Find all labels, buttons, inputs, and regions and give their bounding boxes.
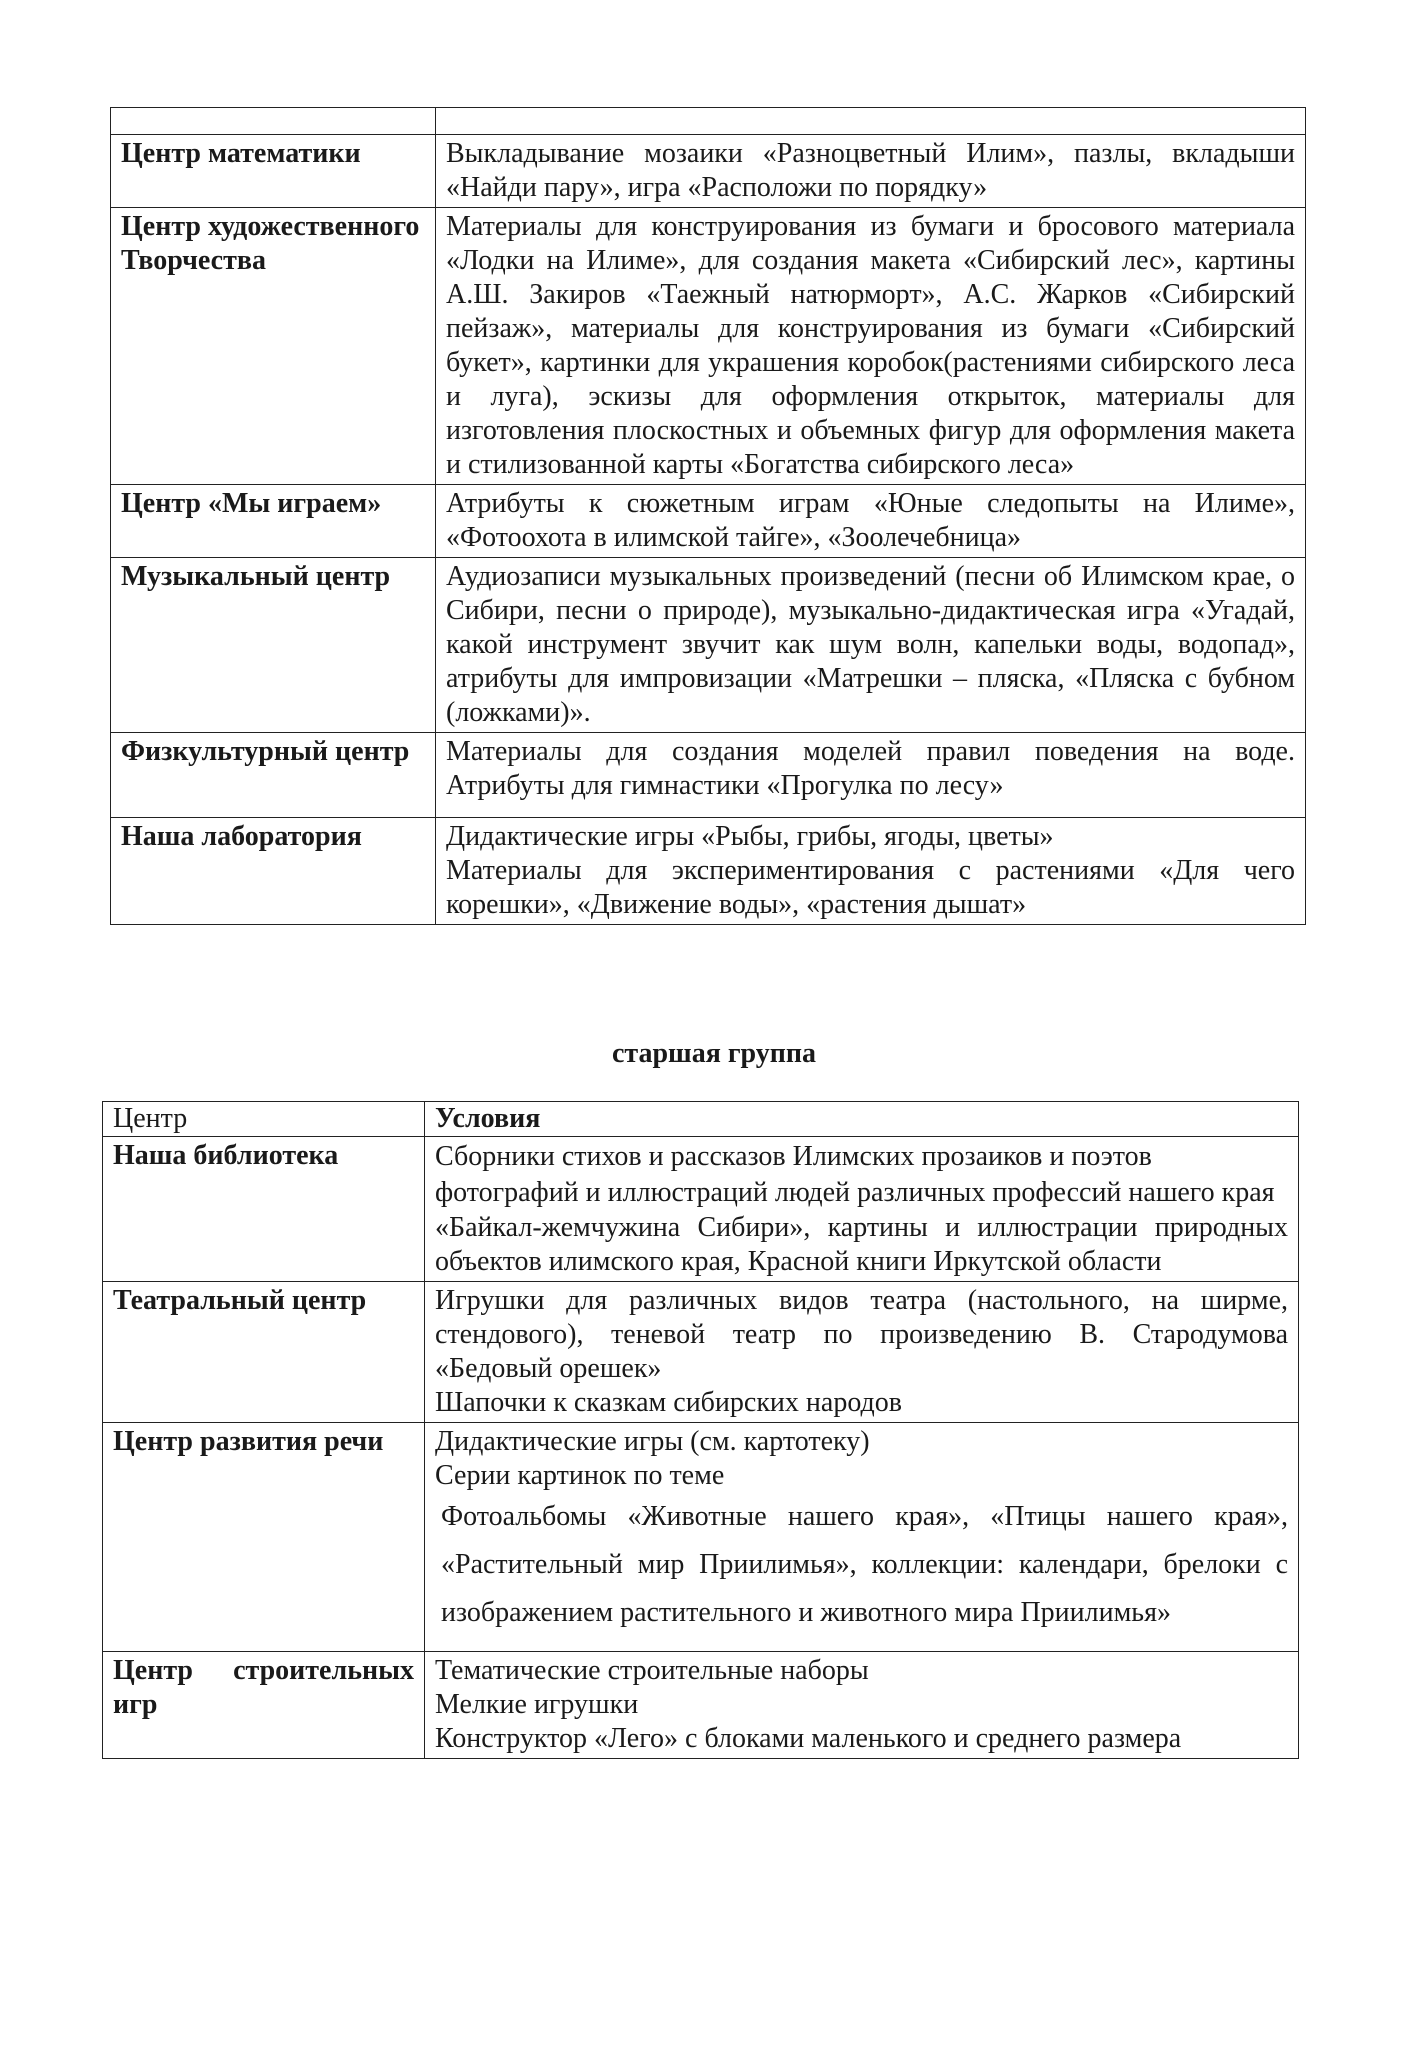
center-conditions [425, 1423, 1299, 1652]
center-name: Физкультурный центр [111, 733, 436, 818]
table-row [103, 1652, 1299, 1759]
table-row [111, 818, 1306, 925]
center-name: Центр развития речи [103, 1423, 425, 1652]
column-header-conditions: Условия [425, 1102, 1299, 1137]
table-row [111, 485, 1306, 558]
centers-table-senior-group [102, 1101, 1299, 1759]
center-name: Центр «Мы играем» [111, 485, 436, 558]
empty-header-cell [111, 108, 436, 135]
center-name: Наша лаборатория [111, 818, 436, 925]
conditions-line: Материалы для конструирования из бумаги и бросового материала «Лодки на Илиме», для создания макета «Сибирский лес», картины А.Ш. Закиров «Таежный натюрморт», А.С. Жарков «Сибирский пейзаж», материалы для конструирования из бумаги «Сибирский букет», картинки для украшения коробок(растениями сибирского леса и луга), эскизы для оформления открыток, материалы для изготовления плоскостных и объемных фигур для оформления макета и стилизованной карты «Богатства сибирского леса» [446, 211, 1295, 480]
conditions-line: Материалы для создания моделей правил поведения на воде. Атрибуты для гимнастики «Прогулка по лесу» [446, 736, 1295, 801]
conditions-line: Фотоальбомы «Животные нашего края», «Птицы нашего края», «Растительный мир Приилимья», коллекции: календари, брелоки с изображением растительного и животного мира Приилимья» [441, 1501, 1288, 1628]
center-conditions [425, 1137, 1299, 1282]
center-conditions [436, 733, 1306, 818]
center-name: Наша библиотека [103, 1137, 425, 1282]
section-title: старшая группа [611, 1038, 817, 1069]
center-conditions [436, 135, 1306, 208]
table-row [103, 1137, 1299, 1282]
conditions-line: Мелкие игрушки [435, 1689, 639, 1720]
empty-header-cell [436, 108, 1306, 135]
table-header-row [103, 1102, 1299, 1137]
conditions-line: Атрибуты к сюжетным играм «Юные следопыты на Илиме», «Фотоохота в илимской тайге», «Зоолечебница» [446, 488, 1295, 553]
center-name: Музыкальный центр [111, 558, 436, 733]
center-conditions [436, 208, 1306, 485]
center-conditions [425, 1282, 1299, 1423]
center-conditions [436, 558, 1306, 733]
center-name: Центр художественного Творчества [111, 208, 436, 485]
conditions-line: Аудиозаписи музыкальных произведений (песни об Илимском крае, о Сибири, песни о природе), музыкально-дидактическая игра «Угадай, какой инструмент звучит как шум волн, капельки воды, водопад», атрибуты для импровизации «Матрешки – пляска, «Пляска с бубном (ложками)». [446, 561, 1295, 728]
centers-table-top [110, 107, 1306, 925]
center-name: Театральный центр [103, 1282, 425, 1423]
conditions-line: Сборники стихов и рассказов Илимских прозаиков и поэтов фотографий и иллюстраций людей различных профессий нашего края [435, 1141, 1275, 1208]
conditions-line: Серии картинок по теме [435, 1460, 725, 1491]
table-row [111, 208, 1306, 485]
table-header-row [111, 108, 1306, 135]
table-row [103, 1282, 1299, 1423]
conditions-line: «Байкал-жемчужина Сибири», картины и иллюстрации природных объектов илимского края, Красной книги Иркутской области [435, 1212, 1288, 1277]
table-row [103, 1423, 1299, 1652]
conditions-line: Дидактические игры «Рыбы, грибы, ягоды, цветы» [446, 821, 1054, 852]
conditions-line: Дидактические игры (см. картотеку) [435, 1426, 870, 1457]
center-conditions [425, 1652, 1299, 1759]
conditions-line: Шапочки к сказкам сибирских народов [435, 1387, 902, 1418]
conditions-line: Конструктор «Лего» с блоками маленького и среднего размера [435, 1723, 1182, 1754]
conditions-line: Игрушки для различных видов театра (настольного, на ширме, стендового), теневой театр по произведению В. Стародумова «Бедовый орешек» [435, 1285, 1288, 1384]
conditions-line: Материалы для экспериментирования с растениями «Для чего корешки», «Движение воды», «растения дышат» [446, 855, 1295, 920]
column-header-center: Центр [103, 1102, 425, 1137]
conditions-line: Выкладывание мозаики «Разноцветный Илим», пазлы, вкладыши «Найди пару», игра «Расположи по порядку» [446, 138, 1295, 203]
center-name: Центр строительных игр [103, 1652, 425, 1759]
table-row [111, 558, 1306, 733]
center-name: Центр математики [111, 135, 436, 208]
center-conditions [436, 818, 1306, 925]
conditions-line: Тематические строительные наборы [435, 1655, 869, 1686]
table-row [111, 733, 1306, 818]
center-conditions [436, 485, 1306, 558]
table-row [111, 135, 1306, 208]
